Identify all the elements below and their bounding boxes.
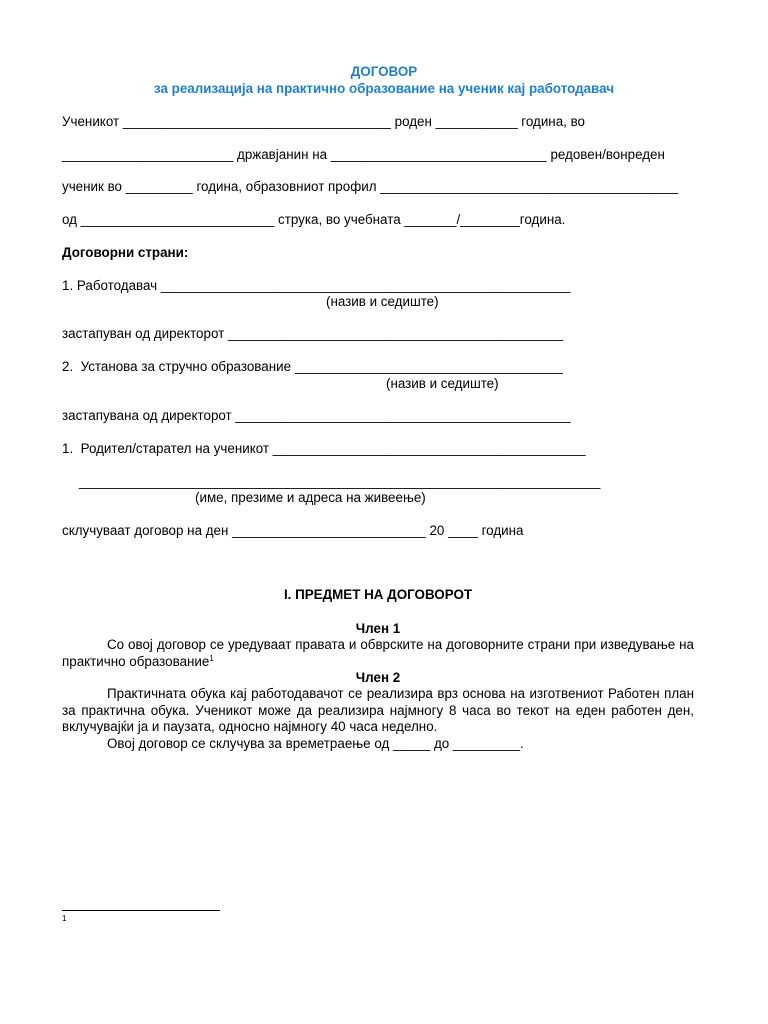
footnote-number: 1 bbox=[62, 914, 67, 923]
parent-line: 1. Родител/старател на ученикот __________________________________________ bbox=[62, 441, 586, 456]
parties-heading: Договорни страни: bbox=[62, 245, 189, 260]
article-2-text: Практичната обука кај работодавачот се реализира врз основа на изготвениот Работен план за практична обука. Ученикот може да реализира најмногу 8 часа во текот на еден работен ден, вклучувајќи ја и паузата, односно најмногу 40 часа неделно. bbox=[62, 686, 694, 734]
section-heading: I. ПРЕДМЕТ НА ДОГОВОРОТ bbox=[283, 587, 473, 602]
footnote-reference[interactable]: 1 bbox=[209, 653, 214, 663]
school-representative-line: застапувана од директорот _____________________________________________ bbox=[62, 408, 571, 423]
parent-caption: (име, презиме и адреса на живеење) bbox=[195, 490, 426, 505]
concluded-date-line: склучуваат договор на ден __________________________ 20 ____ година bbox=[62, 523, 524, 538]
profession-line: од __________________________ струка, во учебната _______/________година. bbox=[62, 212, 566, 227]
document-subtitle: за реализација на практично образование на ученик кај работодавач bbox=[154, 81, 614, 96]
citizenship-line: _______________________ државјанин на _____________________________ редовен/вонреден bbox=[62, 147, 665, 162]
employer-line: 1. Работодавач _______________________________________________________ bbox=[62, 278, 571, 293]
employer-representative-line: застапуван од директорот _____________________________________________ bbox=[62, 326, 564, 341]
school-line: 2. Установа за стручно образование ____________________________________ bbox=[62, 359, 563, 374]
employer-caption: (назив и седиште) bbox=[326, 294, 439, 309]
document-title: ДОГОВОР bbox=[350, 64, 418, 79]
article-1-text bbox=[62, 637, 694, 670]
school-caption: (назив и седиште) bbox=[386, 376, 499, 391]
article-2-duration: Овој договор се склучува за времетраење од _____ до _________. bbox=[107, 736, 524, 751]
article-1-title: Член 1 bbox=[355, 621, 401, 636]
article-1-body: Со овој договор се уредуваат правата и обврските на договорните страни при изведување на практично образование bbox=[62, 637, 694, 669]
student-name-line: Ученикот ____________________________________ роден ___________ година, во bbox=[62, 114, 585, 129]
article-2-title: Член 2 bbox=[355, 670, 401, 685]
student-year-line: ученик во _________ година, образовниот профил ________________________________________ bbox=[62, 179, 679, 194]
parent-details-line: ______________________________________________________________________ bbox=[79, 474, 601, 489]
footnote-separator bbox=[62, 910, 220, 911]
